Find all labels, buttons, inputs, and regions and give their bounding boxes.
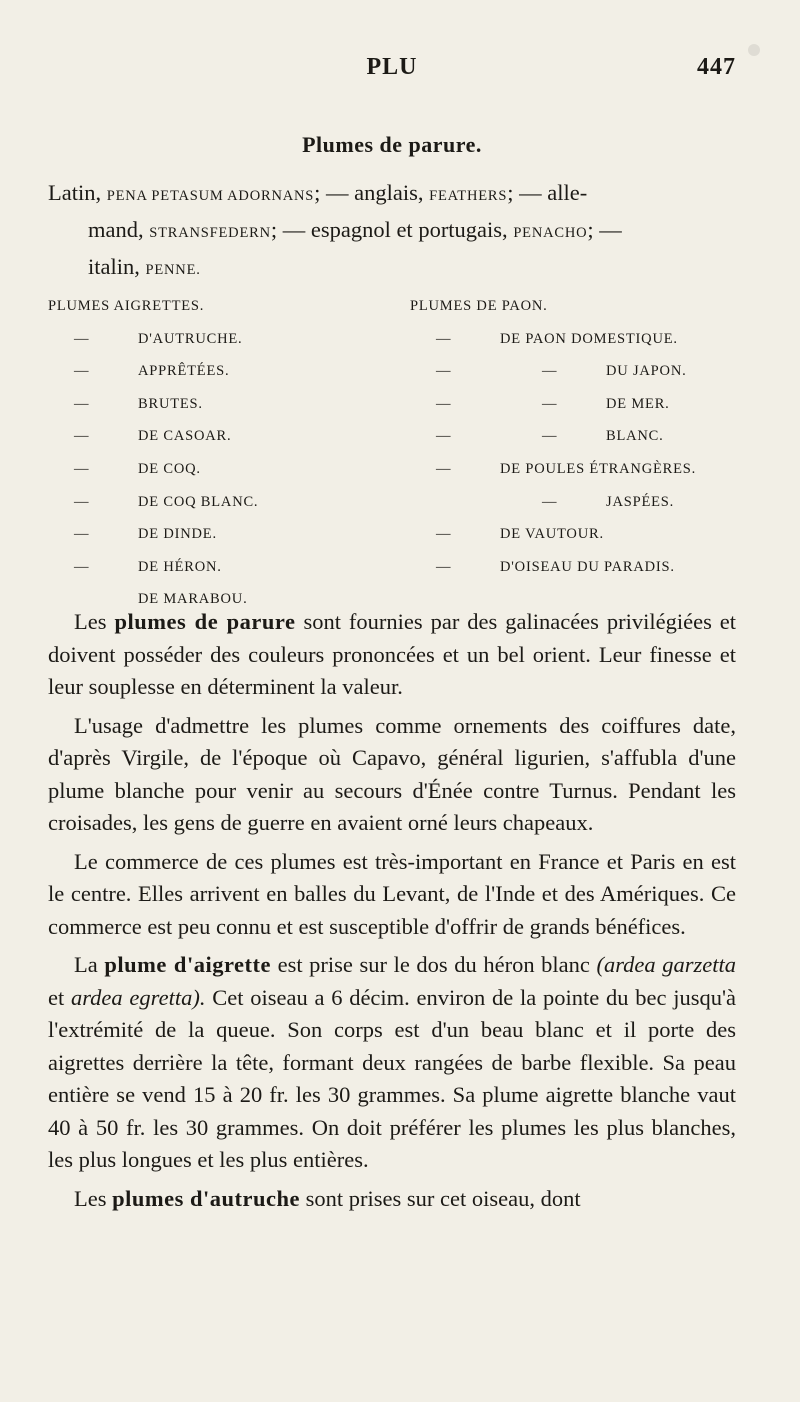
paragraph-autruche [48, 1183, 736, 1216]
paragraph-aigrette [48, 949, 736, 1177]
paragraph-parure [48, 606, 736, 704]
section-title: Plumes de parure. [302, 132, 482, 157]
list-item [410, 290, 740, 323]
list-item-text: DE CASOAR. [138, 428, 232, 445]
list-dash-secondary: — [542, 428, 558, 445]
list-item [410, 388, 740, 421]
list-dash: — [74, 493, 90, 510]
list-column-right [410, 290, 740, 583]
list-dash-secondary: — [542, 363, 558, 380]
list-item [48, 290, 378, 323]
list-dash: — [74, 395, 90, 412]
list-item [48, 551, 378, 584]
list-item [48, 486, 378, 519]
list-item-text: DE DINDE. [138, 526, 217, 543]
list-item-text: DE COQ. [138, 460, 201, 477]
list-dash: — [74, 558, 90, 575]
list-item [410, 518, 740, 551]
list-dash: — [436, 526, 452, 543]
highlight-term: plumes d'autruche [112, 1185, 301, 1211]
list-item [410, 486, 740, 519]
lang-line-1 [48, 176, 738, 213]
lang-sep-3: ; — espagnol et portugais, [270, 217, 508, 242]
list-dash: — [74, 428, 90, 445]
list-item [48, 388, 378, 421]
list-item [48, 323, 378, 356]
list-item [410, 453, 740, 486]
lang-line2-start: mand, [88, 217, 144, 242]
list-dash-secondary: — [542, 493, 558, 510]
list-item [48, 420, 378, 453]
paragraph-text: et [48, 984, 65, 1010]
english-term: FEATHERS [429, 188, 508, 204]
list-dash: — [436, 330, 452, 347]
lang-line-2 [48, 213, 738, 250]
list-item [48, 518, 378, 551]
list-item-text: DE PAON DOMESTIQUE. [500, 330, 678, 347]
list-dash: — [74, 460, 90, 477]
paragraph-text: Le commerce de ces plumes est très-important en France et Paris en est le centre. Elles arrivent en balles du Levant, de l'Inde et des Amériques. Ce commerce est peu connu et est susceptible d'offrir de grands bénéfices. [48, 848, 736, 939]
list-dash: — [74, 363, 90, 380]
list-item-text: DU JAPON. [606, 363, 687, 380]
list-item [48, 453, 378, 486]
paragraph-usage [48, 710, 736, 840]
paragraph-commerce [48, 846, 736, 944]
latin-species: (ardea garzetta [596, 952, 736, 977]
highlight-term: plume d'aigrette [104, 952, 271, 977]
list-item-text: APPRÊTÉES. [138, 363, 230, 380]
list-item [410, 323, 740, 356]
latin-species: ardea egretta). [71, 984, 206, 1010]
page-number: 447 [697, 54, 736, 80]
lang-prefix: Latin, [48, 180, 102, 205]
paper-speck [748, 44, 760, 56]
list-item-text: DE HÉRON. [138, 558, 222, 575]
spanish-term: PENACHO [513, 225, 588, 241]
paragraph-text: L'usage d'admettre les plumes comme ornements des coiffures date, d'après Virgile, de l'époque où Capavo, général ligurien, s'affubla d'une plume blanche pour venir au secours d'Énée contre Turnus. Pendant les croisades, les gens de guerre en avaient orné leurs chapeaux. [48, 712, 736, 835]
highlight-term: plumes de parure [114, 609, 296, 634]
list-item-text: JASPÉES. [606, 493, 675, 510]
latin-term: PENA PETASUM ADORNANS [106, 188, 315, 204]
list-item-text: DE COQ BLANC. [138, 493, 259, 510]
list-item [410, 551, 740, 584]
lang-sep-2: ; — alle- [507, 180, 588, 205]
paragraph-text: Cet oiseau a 6 décim. environ de la pointe du bec jusqu'à l'extrémité de la queue. Son corps est d'un beau blanc et il porte des aigrettes derrière la tête, formant deux rangées de barbe flexible. Sa peau entière se vend 15 à 20 fr. les 30 grammes. Sa plume aigrette blanche vaut 40 à 50 fr. les 30 grammes. On doit préférer les plumes les plus blanches, les plus longues et les plus entières. [48, 984, 737, 1172]
lang-sep-4: ; — [587, 217, 622, 242]
list-column-left [48, 290, 378, 616]
paragraph-text: La [74, 952, 98, 977]
list-item-text: BLANC. [606, 428, 664, 445]
list-item [48, 355, 378, 388]
list-item-text: D'AUTRUCHE. [138, 330, 243, 347]
german-term: STRANSFEDERN [149, 225, 271, 241]
lang-line-3 [48, 250, 738, 287]
list-dash: — [436, 460, 452, 477]
list-item-text: D'OISEAU DU PARADIS. [500, 558, 675, 575]
list-item-text: DE MARABOU. [138, 591, 248, 608]
language-equivalents [48, 176, 738, 287]
list-item [410, 420, 740, 453]
paragraph-text: est prise sur le dos du héron blanc [277, 952, 590, 977]
paragraph-text: Les [74, 609, 107, 634]
list-dash: — [436, 558, 452, 575]
list-item-text: PLUMES AIGRETTES. [48, 298, 205, 314]
list-dash: — [436, 428, 452, 445]
list-item-text: DE POULES ÉTRANGÈRES. [500, 460, 697, 477]
list-dash: — [74, 526, 90, 543]
italian-term: PENNE. [145, 262, 201, 278]
running-headword: PLU [366, 54, 418, 80]
list-item-text: PLUMES DE PAON. [410, 298, 548, 314]
body-text [48, 606, 736, 1221]
list-item-text: DE MER. [606, 395, 670, 412]
lang-line3-start: italin, [88, 254, 140, 279]
list-dash: — [436, 363, 452, 380]
paragraph-text: sont prises sur cet oiseau, dont [305, 1185, 581, 1211]
list-dash-secondary: — [542, 395, 558, 412]
list-item-text: BRUTES. [138, 395, 203, 412]
paragraph-text: Les [74, 1185, 107, 1211]
list-dash: — [436, 395, 452, 412]
lang-sep-1: ; — anglais, [314, 180, 424, 205]
list-dash: — [74, 330, 90, 347]
list-item [410, 355, 740, 388]
list-item-text: DE VAUTOUR. [500, 526, 604, 543]
paragraph-text: sont fournies par des galinacées privilégiées et doivent posséder des couleurs prononcées et un bel orient. Leur finesse et leur souplesse en déterminent la valeur. [48, 609, 737, 699]
